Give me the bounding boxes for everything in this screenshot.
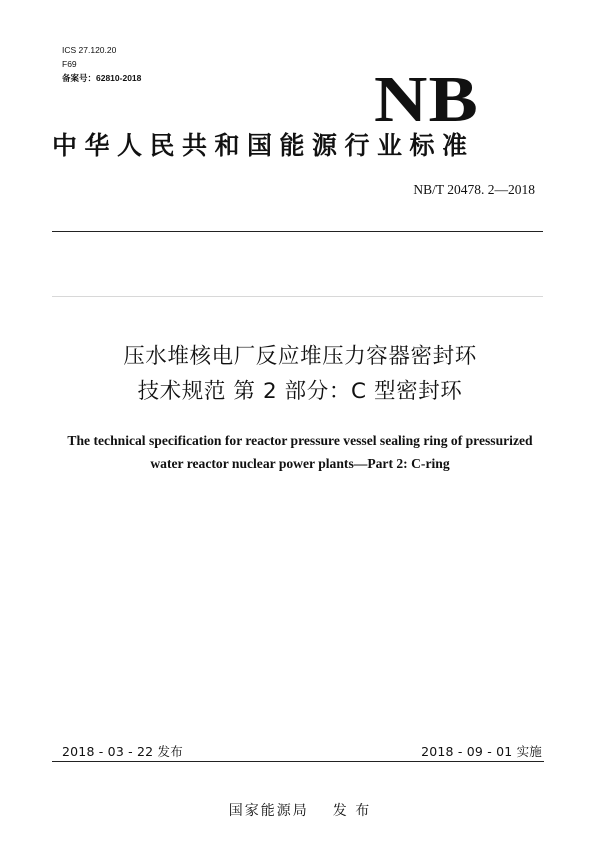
ics-code: ICS 27.120.20 (62, 45, 117, 55)
registration-number: 备案号：62810-2018 (62, 73, 142, 83)
english-title-line-1: The technical specification for reactor pressure vessel sealing ring of pressurized (67, 433, 533, 448)
bottom-divider (52, 761, 544, 762)
standard-category-title: 中华人民共和国能源行业标准 (52, 131, 475, 160)
chinese-title-line-2: 技术规范 第 2 部分：C 型密封环 (137, 379, 463, 404)
top-divider (52, 231, 543, 232)
nb-logo: NB (374, 63, 479, 136)
issue-date: 2018 - 03 - 22 发布 (62, 744, 183, 759)
ccs-code: F69 (62, 59, 77, 69)
chinese-title-line-1: 压水堆核电厂反应堆压力容器密封环 (123, 344, 477, 369)
faint-divider (52, 296, 543, 297)
implementation-date: 2018 - 09 - 01 实施 (421, 744, 542, 759)
standard-number: NB/T 20478. 2—2018 (413, 182, 535, 197)
publisher-name: 国家能源局 (228, 803, 309, 819)
english-title-line-2: water reactor nuclear power plants—Part 2: C-ring (150, 456, 450, 471)
publisher-action: 发 布 (332, 803, 372, 819)
publisher-line (0, 800, 600, 820)
